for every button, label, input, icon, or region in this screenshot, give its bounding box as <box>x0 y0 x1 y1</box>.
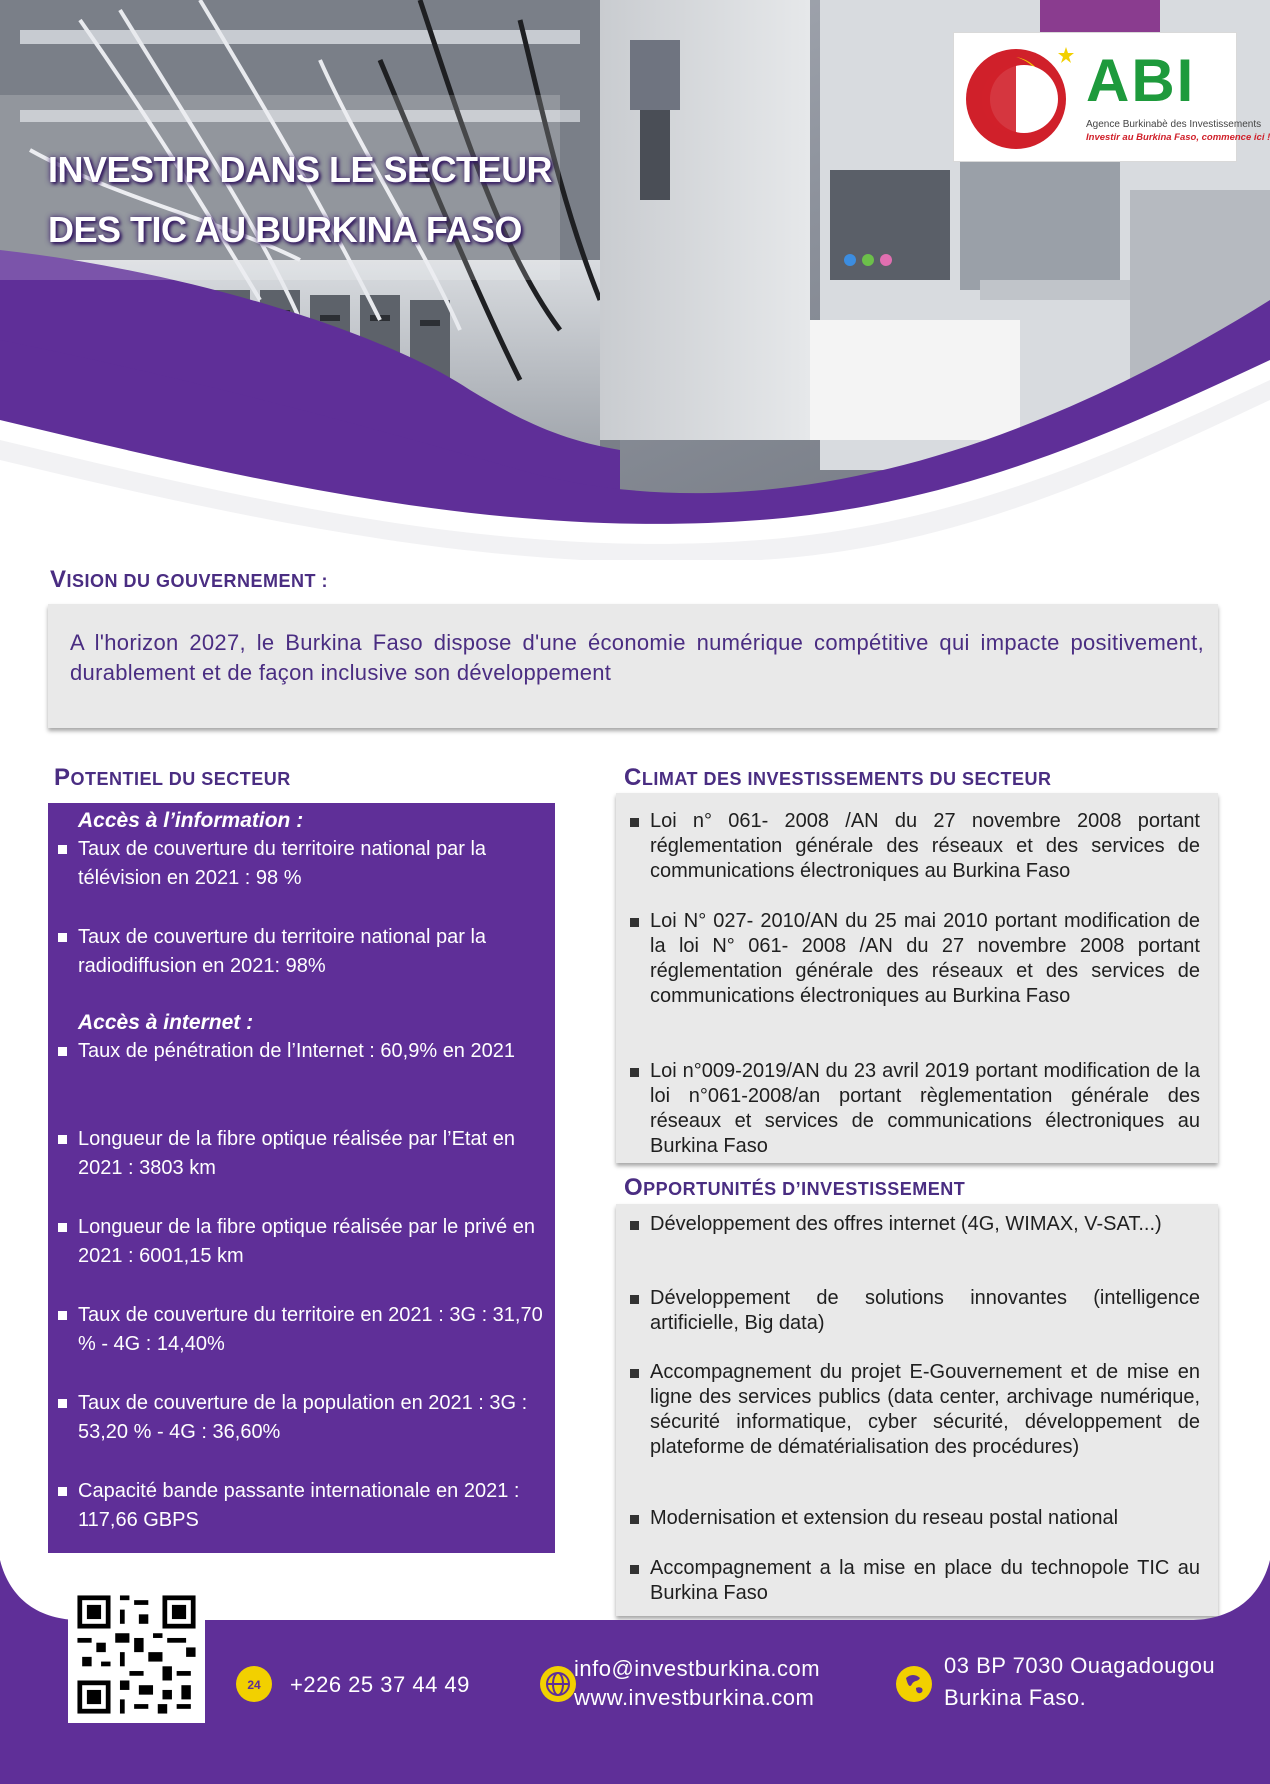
bullet-icon <box>630 1369 639 1378</box>
page-title <box>48 140 552 260</box>
list-item: Modernisation et extension du reseau postal national <box>630 1506 1200 1531</box>
heading-information: Accès à l’information : <box>78 809 304 832</box>
location-globe-icon <box>896 1666 932 1702</box>
bullet-icon <box>630 1515 639 1524</box>
opportunites-box <box>616 1204 1218 1616</box>
list-item: Taux de couverture du territoire national par la télévision en 2021 : 98 % <box>58 835 548 893</box>
footer-email[interactable]: info@investburkina.com <box>574 1656 821 1681</box>
title-line-1: INVESTIR DANS LE SECTEUR <box>48 149 553 190</box>
logo-emblem-icon <box>954 33 1084 161</box>
list-item: Taux de pénétration de l’Internet : 60,9% en 2021 <box>58 1037 548 1066</box>
list-item: Accompagnement du projet E-Gouvernement et de mise en ligne des services publics (data center, archivage numérique, sécurité informatique, cyber sécurité, développement de plateforme de dématérialisation des procédures) <box>630 1360 1200 1460</box>
list-item: Longueur de la fibre optique réalisée par le privé en 2021 : 6001,15 km <box>58 1213 548 1271</box>
heading-internet: Accès à internet : <box>78 1011 254 1034</box>
footer-website[interactable]: www.investburkina.com <box>574 1685 815 1710</box>
list-item: Capacité bande passante internationale en 2021 : 117,66 GBPS <box>58 1477 548 1535</box>
climat-title: CLIMAT DES INVESTISSEMENTS DU SECTEUR <box>624 764 1052 791</box>
qr-code-icon <box>68 1586 205 1723</box>
list-item: Développement de solutions innovantes (intelligence artificielle, Big data) <box>630 1286 1200 1336</box>
footer-address-line2: Burkina Faso. <box>944 1685 1087 1710</box>
bullet-icon <box>630 1295 639 1304</box>
phone-24-icon <box>236 1666 272 1702</box>
list-item: Loi n° 061- 2008 /AN du 27 novembre 2008 portant réglementation générale des réseaux et des services de communications électroniques au Burkina Faso <box>630 809 1200 884</box>
logo-wordmark: ABI <box>1086 47 1196 114</box>
bullet-icon <box>630 918 639 927</box>
title-line-2: DES TIC AU BURKINA FASO <box>48 209 522 250</box>
list-item: Loi n°009-2019/AN du 23 avril 2019 portant modification de la loi n°061-2008/an portant règlementation générale des réseaux et services de communications électroniques au Burkina Faso <box>630 1059 1200 1159</box>
bullet-icon <box>630 1068 639 1077</box>
logo-subtitle: Agence Burkinabè des Investissements <box>1086 119 1262 130</box>
vision-box <box>48 604 1218 728</box>
list-item: Développement des offres internet (4G, WIMAX, V-SAT...) <box>630 1212 1200 1237</box>
bullet-icon <box>630 1221 639 1230</box>
vision-text: A l'horizon 2027, le Burkina Faso dispose d'une économie numérique compétitive qui impacte positivement, durablement et de façon inclusive son développement <box>70 630 1204 685</box>
bullet-icon <box>58 1311 67 1320</box>
vision-title: VISION DU GOUVERNEMENT : <box>50 566 329 593</box>
bullet-icon <box>58 1487 67 1496</box>
list-item: Taux de couverture du territoire en 2021 : 3G : 31,70 % - 4G : 14,40% <box>58 1301 548 1359</box>
opportunites-title: OPPORTUNITÉS D’INVESTISSEMENT <box>624 1174 966 1201</box>
bullet-icon <box>58 933 67 942</box>
logo-slogan: Investir au Burkina Faso, commence ici ! <box>1086 132 1270 143</box>
climat-box <box>616 793 1218 1163</box>
abi-logo <box>953 32 1270 162</box>
bullet-icon <box>58 1223 67 1232</box>
bullet-icon <box>58 1047 67 1056</box>
globe-icon <box>540 1666 576 1702</box>
list-item: Loi N° 027- 2010/AN du 25 mai 2010 portant modification de la loi N° 061- 2008 /AN du 27 novembre 2008 portant réglementation générale des réseaux et des services de communications électroniques au Burkina Faso <box>630 909 1200 1009</box>
bullet-icon <box>630 818 639 827</box>
list-item: Longueur de la fibre optique réalisée par l’Etat en 2021 : 3803 km <box>58 1125 548 1183</box>
list-item: Taux de couverture du territoire national par la radiodiffusion en 2021: 98% <box>58 923 548 981</box>
svg-text:24: 24 <box>247 1678 261 1692</box>
footer-phone[interactable]: +226 25 37 44 49 <box>290 1672 470 1697</box>
list-item: Accompagnement a la mise en place du technopole TIC au Burkina Faso <box>630 1556 1200 1606</box>
qr-code <box>68 1586 205 1723</box>
potentiel-title: POTENTIEL DU SECTEUR <box>54 764 291 791</box>
bullet-icon <box>58 1399 67 1408</box>
footer-address-line1: 03 BP 7030 Ouagadougou <box>944 1653 1216 1678</box>
potentiel-box <box>48 803 555 1553</box>
bullet-icon <box>58 1135 67 1144</box>
hero-banner <box>0 0 1270 560</box>
list-item: Taux de couverture de la population en 2021 : 3G : 53,20 % - 4G : 36,60% <box>58 1389 548 1447</box>
bullet-icon <box>58 845 67 854</box>
